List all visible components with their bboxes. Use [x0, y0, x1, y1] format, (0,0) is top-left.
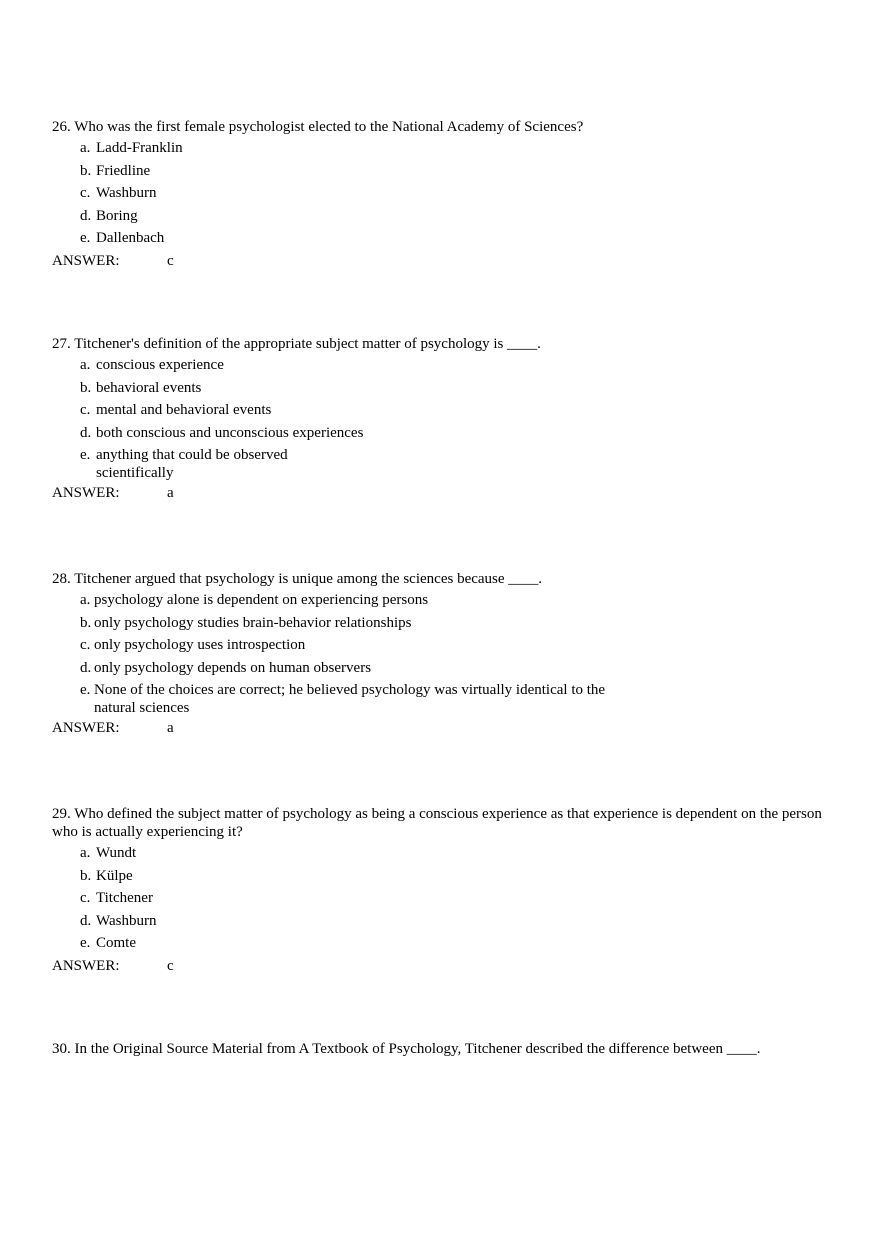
- option-letter: e.: [80, 682, 91, 699]
- option-text: None of the choices are correct; he believed psychology was virtually identical to the natural sciences: [94, 682, 606, 717]
- option-letter: c.: [80, 185, 91, 202]
- option-a: [52, 139, 832, 157]
- answer-value: c: [167, 957, 174, 974]
- option-text: conscious experience: [96, 357, 224, 373]
- option-e: [52, 934, 832, 952]
- answer-options: [52, 356, 832, 482]
- answer-options: [52, 591, 832, 717]
- option-b: [52, 867, 832, 885]
- option-c: [52, 636, 832, 654]
- option-letter: a.: [80, 140, 91, 156]
- question-26: [52, 118, 832, 270]
- option-letter: d.: [80, 424, 92, 441]
- option-letter: b.: [80, 162, 92, 179]
- answer-row: [52, 252, 832, 270]
- option-a: [52, 844, 832, 862]
- option-letter: a.: [80, 592, 91, 608]
- question-29: [52, 805, 832, 975]
- option-text: behavioral events: [96, 379, 202, 396]
- option-text: only psychology depends on human observers: [94, 659, 372, 676]
- option-text: only psychology uses introspection: [94, 637, 306, 654]
- answer-row: [52, 484, 832, 502]
- answer-label: ANSWER:: [52, 252, 120, 269]
- option-letter: d.: [80, 912, 92, 929]
- option-letter: c.: [80, 890, 91, 907]
- answer-label: ANSWER:: [52, 720, 120, 737]
- answer-row: [52, 719, 832, 737]
- answer-label: ANSWER:: [52, 485, 120, 502]
- option-b: [52, 614, 832, 632]
- option-text: Washburn: [96, 185, 157, 202]
- option-text: psychology alone is dependent on experiencing persons: [94, 592, 429, 608]
- question-30: [52, 1040, 832, 1061]
- option-e: [52, 229, 832, 247]
- option-letter: e.: [80, 230, 91, 247]
- option-letter: b.: [80, 379, 92, 396]
- option-b: [52, 379, 832, 397]
- answer-value: a: [167, 485, 174, 502]
- option-letter: d.: [80, 659, 92, 676]
- option-text: Boring: [96, 207, 138, 224]
- answer-value: a: [167, 720, 174, 737]
- option-text: only psychology studies brain-behavior relationships: [94, 614, 412, 631]
- option-text: Wundt: [96, 845, 137, 861]
- option-letter: a.: [80, 357, 91, 373]
- question-stem: 27. Titchener's definition of the appropriate subject matter of psychology is ____.: [52, 336, 541, 352]
- option-text: both conscious and unconscious experiences: [96, 424, 364, 441]
- option-letter: d.: [80, 207, 92, 224]
- option-e: [52, 446, 832, 482]
- question-27: [52, 335, 832, 502]
- option-d: [52, 912, 832, 930]
- option-letter: b.: [80, 614, 92, 631]
- answer-options: [52, 844, 832, 952]
- option-c: [52, 889, 832, 907]
- question-stem: 30. In the Original Source Material from A Textbook of Psychology, Titchener described the difference between ____.: [52, 1041, 761, 1057]
- option-text: Külpe: [96, 867, 133, 884]
- option-d: [52, 424, 832, 442]
- option-c: [52, 401, 832, 419]
- question-stem: 29. Who defined the subject matter of psychology as being a conscious experience as that experience is dependent on the person who is actually experiencing it?: [52, 806, 822, 840]
- option-a: [52, 591, 832, 609]
- option-letter: e.: [80, 447, 91, 464]
- question-stem: 26. Who was the first female psychologist elected to the National Academy of Sciences?: [52, 119, 584, 135]
- option-e: [52, 681, 832, 717]
- option-letter: c.: [80, 402, 91, 419]
- option-d: [52, 207, 832, 225]
- option-letter: a.: [80, 845, 91, 861]
- question-stem: 28. Titchener argued that psychology is unique among the sciences because ____.: [52, 571, 543, 587]
- option-text: Dallenbach: [96, 230, 165, 247]
- option-text: mental and behavioral events: [96, 402, 272, 419]
- option-letter: c.: [80, 637, 91, 654]
- answer-value: c: [167, 252, 174, 269]
- option-text: Friedline: [96, 162, 151, 179]
- option-a: [52, 356, 832, 374]
- question-28: [52, 570, 832, 737]
- answer-label: ANSWER:: [52, 957, 120, 974]
- option-c: [52, 184, 832, 202]
- option-b: [52, 162, 832, 180]
- option-text: Washburn: [96, 912, 157, 929]
- option-letter: b.: [80, 867, 92, 884]
- option-text: Titchener: [96, 890, 153, 907]
- option-text: anything that could be observed scientifically: [96, 447, 288, 482]
- option-d: [52, 659, 832, 677]
- option-text: Ladd-Franklin: [96, 140, 183, 156]
- answer-row: [52, 957, 832, 975]
- option-text: Comte: [96, 935, 136, 952]
- option-letter: e.: [80, 935, 91, 952]
- answer-options: [52, 139, 832, 247]
